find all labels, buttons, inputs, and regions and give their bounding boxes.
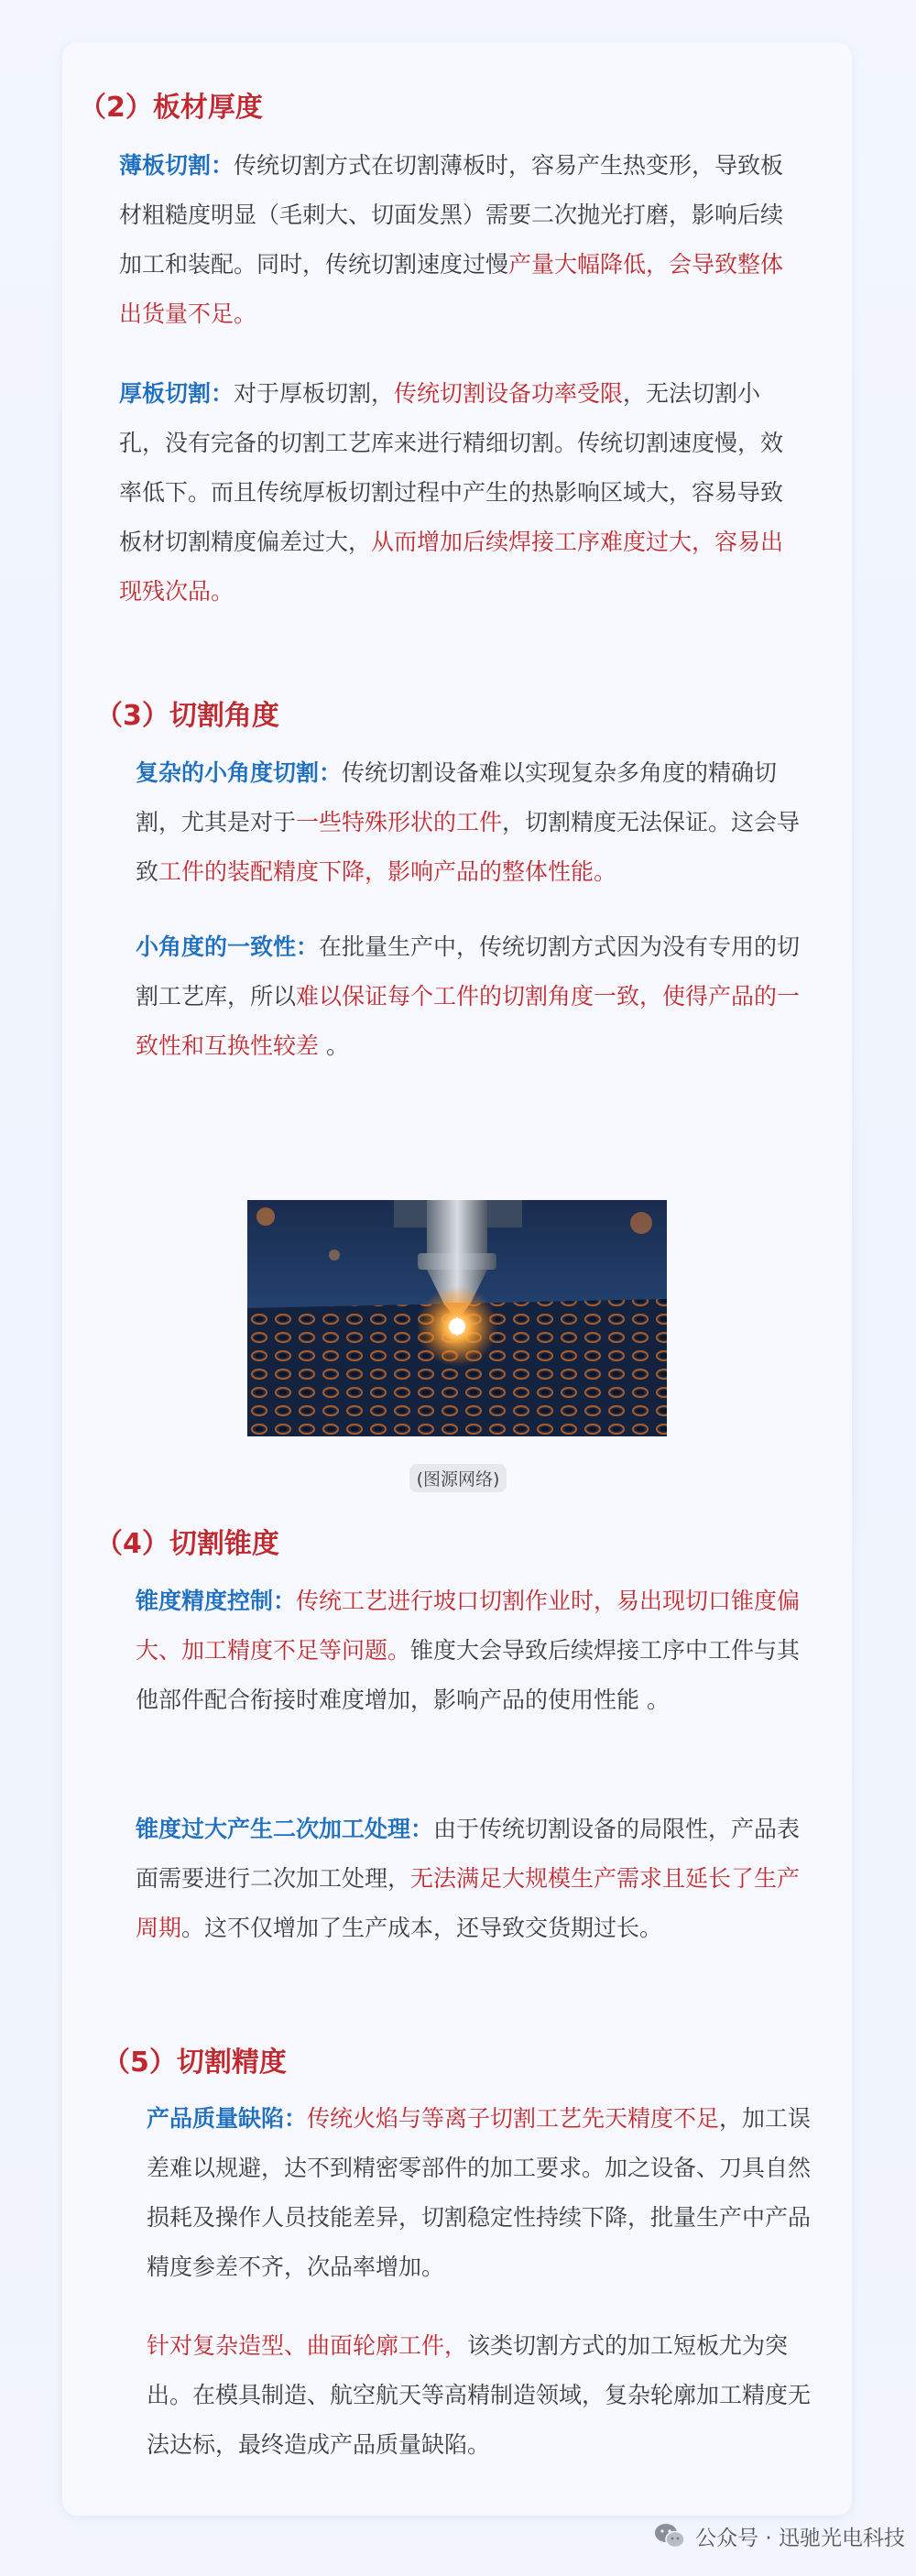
wechat-icon xyxy=(653,2522,686,2549)
highlight-complex-contour: 针对复杂造型、曲面轮廓工件， xyxy=(147,2332,468,2359)
highlight-taper-control: 传统工艺进行坡口切割作业时，易出现切口锥度偏大、加工精度不足等问题。 xyxy=(136,1588,801,1664)
text-taper-rework-1: 由于传统切割设备的局限性，产品表面需要进行二次加工处理， xyxy=(136,1816,801,1892)
image-caption xyxy=(0,1464,916,1492)
highlight-thick-plate-2: 从而增加后续焊接工序难度过大，容易出现残次品。 xyxy=(119,529,784,605)
highlight-thin-plate: 产量大幅降低，会导致整体出货量不足。 xyxy=(119,251,784,327)
text-thick-plate-1: 对于厚板切割， xyxy=(234,380,395,407)
highlight-angle-consistency: 难以保证每个工件的切割角度一致，使得产品的一致性和互换性较差 xyxy=(136,983,801,1059)
paragraph-thin-plate xyxy=(119,141,793,339)
section-heading-angle: （3）切割角度 xyxy=(95,700,279,732)
text-thick-plate-2: ，无法切割小孔，没有完备的切割工艺库来进行精细切割。传统切割速度慢，效率低下。而且传统厚板切割过程中产生的热影响区域大，容易导致板材切割精度偏差过大， xyxy=(119,380,784,555)
paragraph-thick-plate xyxy=(119,369,793,617)
wechat-watermark xyxy=(653,2517,905,2554)
paragraph-quality-defect xyxy=(147,2094,819,2292)
text-taper-control: 锥度大会导致后续焊接工序中工件与其他部件配合衔接时难度增加，影响产品的使用性能 。 xyxy=(136,1637,801,1713)
section-heading-taper: （4）切割锥度 xyxy=(95,1528,279,1560)
paragraph-complex-angle xyxy=(136,748,808,897)
text-thin-plate-1: 传统切割方式在切割薄板时，容易产生热变形，导致板材粗糙度明显（毛刺大、切面发黑）需要二次抛光打磨，影响后续加工和装配。同时，传统切割速度过慢 xyxy=(119,152,784,278)
label-thick-plate: 厚板切割： xyxy=(119,380,234,407)
label-taper-rework: 锥度过大产生二次加工处理： xyxy=(136,1816,434,1842)
highlight-quality-defect: 传统火焰与等离子切割工艺先天精度不足 xyxy=(307,2105,720,2132)
text-taper-rework-2: 。这不仅增加了生产成本，还导致交货期过长。 xyxy=(181,1915,663,1941)
text-complex-angle-2: ，切割精度无法保证。这会导致 xyxy=(136,809,801,885)
highlight-complex-angle-1: 一些特殊形状的工件 xyxy=(296,809,503,835)
highlight-thick-plate-1: 传统切割设备功率受限 xyxy=(394,380,624,407)
section-heading-precision: （5）切割精度 xyxy=(103,2047,287,2079)
paragraph-complex-contour xyxy=(147,2321,819,2470)
label-quality-defect: 产品质量缺陷： xyxy=(147,2105,308,2132)
wechat-account-name: 公众号 · 迅驰光电科技 xyxy=(695,2526,905,2550)
paragraph-angle-consistency xyxy=(136,922,808,1071)
label-angle-consistency: 小角度的一致性： xyxy=(136,933,320,960)
paragraph-taper-control xyxy=(136,1577,808,1725)
label-taper-control: 锥度精度控制： xyxy=(136,1588,297,1614)
section-heading-thickness: （2）板材厚度 xyxy=(79,92,263,124)
image-caption-text: (图源网络) xyxy=(409,1464,507,1492)
text-quality-defect: ，加工误差难以规避，达不到精密零部件的加工要求。加之设备、刀具自然损耗及操作人员技能差异，切割稳定性持续下降，批量生产中产品精度参差不齐，次品率增加。 xyxy=(147,2105,812,2280)
highlight-taper-rework: 无法满足大规模生产需求且延长了生产周期 xyxy=(136,1865,801,1941)
text-complex-contour: 该类切割方式的加工短板尤为突出。在模具制造、航空航天等高精制造领域，复杂轮廓加工精度无法达标，最终造成产品质量缺陷。 xyxy=(147,2332,812,2458)
text-angle-consistency-2: 。 xyxy=(319,1032,349,1059)
text-complex-angle-1: 传统切割设备难以实现复杂多角度的精确切割，尤其是对于 xyxy=(136,759,778,835)
paragraph-taper-rework xyxy=(136,1805,808,1953)
laser-cutting-photo xyxy=(247,1200,667,1436)
label-thin-plate: 薄板切割： xyxy=(119,152,234,179)
highlight-complex-angle-2: 工件的装配精度下降，影响产品的整体性能。 xyxy=(158,858,617,885)
label-complex-angle: 复杂的小角度切割： xyxy=(136,759,343,786)
text-angle-consistency-1: 在批量生产中，传统切割方式因为没有专用的切割工艺库，所以 xyxy=(136,933,801,1010)
